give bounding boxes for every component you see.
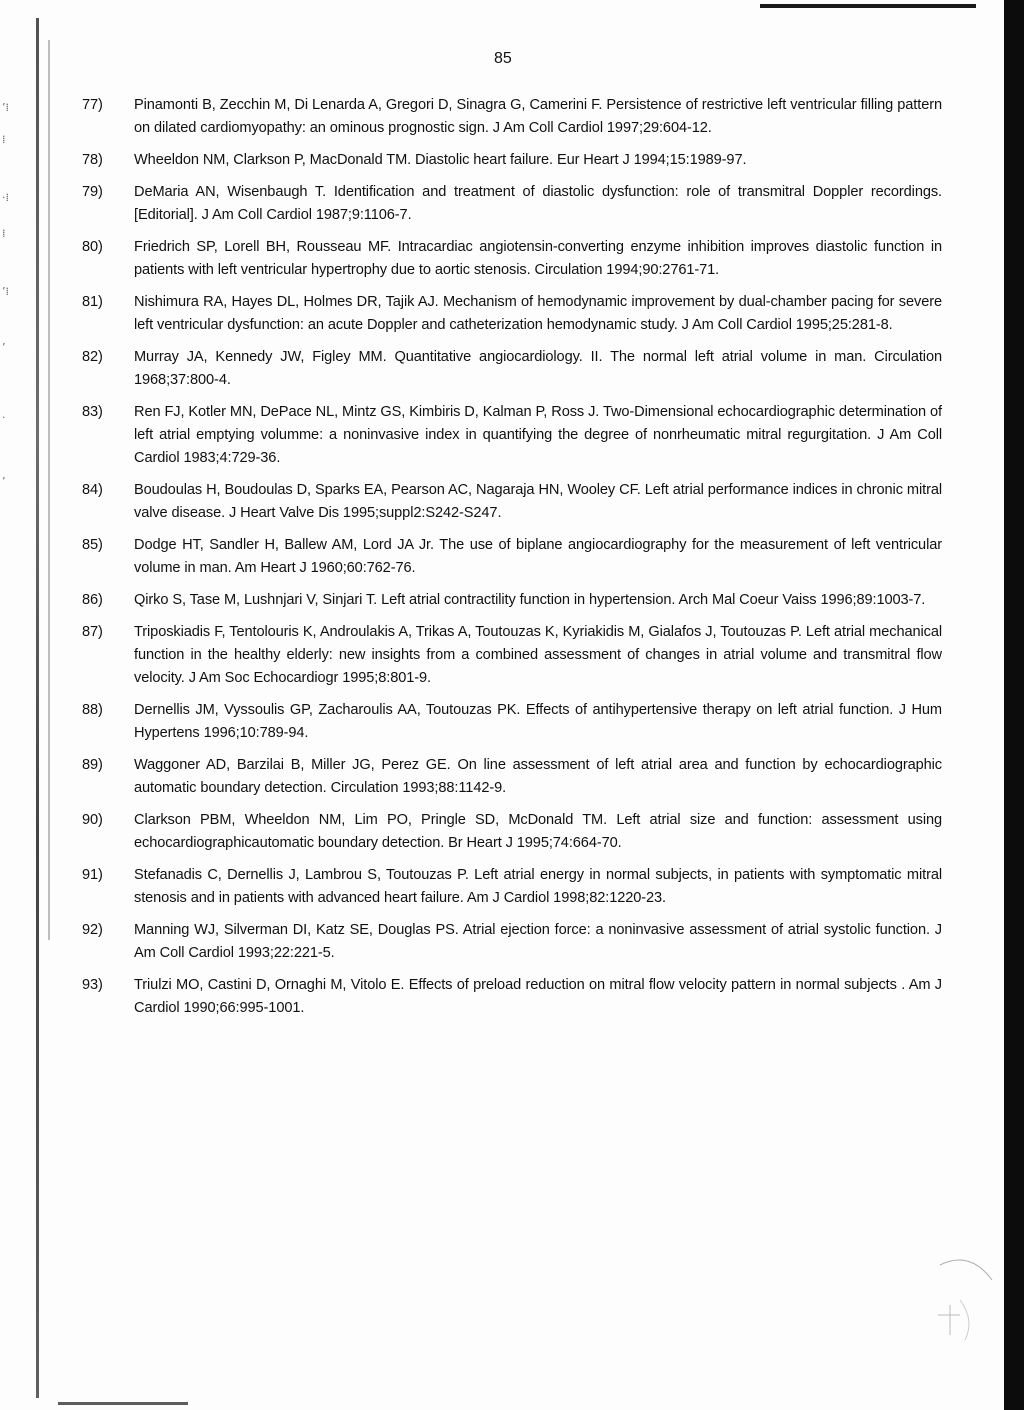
reference-text: Friedrich SP, Lorell BH, Rousseau MF. Intracardiac angiotensin-converting enzyme inhibition improves diastolic function in patients with left ventricular hypertrophy due to aortic stenosis. Circulation 1994;90:2761-71.	[134, 239, 942, 278]
reference-item	[82, 149, 942, 172]
reference-item	[82, 589, 942, 612]
reference-text: Manning WJ, Silverman DI, Katz SE, Douglas PS. Atrial ejection force: a noninvasive assessment of atrial systolic function. J Am Coll Cardiol 1993;22:221-5.	[134, 922, 942, 961]
reference-text: Dodge HT, Sandler H, Ballew AM, Lord JA Jr. The use of biplane angiocardiography for the measurement of left ventricular volume in man. Am Heart J 1960;60:762-76.	[134, 537, 942, 576]
reference-number: 79)	[82, 184, 103, 200]
reference-text: Pinamonti B, Zecchin M, Di Lenarda A, Gregori D, Sinagra G, Camerini F. Persistence of restrictive left ventricular filling pattern on dilated cardiomyopathy: an ominous prognostic sign. J Am Coll Cardiol 1997;29:604-12.	[134, 97, 942, 136]
reference-number: 77)	[82, 97, 103, 113]
reference-number: 83)	[82, 404, 103, 420]
reference-item	[82, 346, 942, 392]
reference-number: 85)	[82, 537, 103, 553]
reference-item	[82, 621, 942, 690]
reference-item	[82, 974, 942, 1020]
scan-top-rule	[760, 4, 976, 8]
reference-text: Dernellis JM, Vyssoulis GP, Zacharoulis AA, Toutouzas PK. Effects of antihypertensive therapy on left atrial function. J Hum Hypertens 1996;10:789-94.	[134, 702, 942, 741]
reference-number: 78)	[82, 152, 103, 168]
reference-list	[82, 94, 942, 1029]
reference-item	[82, 809, 942, 855]
reference-number: 86)	[82, 592, 103, 608]
reference-text: Triposkiadis F, Tentolouris K, Androulakis A, Trikas A, Toutouzas K, Kyriakidis M, Gialafos J, Toutouzas P. Left atrial mechanical function in the healthy elderly: new insights from a combined assessment of changes in atrial volume and transmitral flow velocity. J Am Soc Echocardiogr 1995;8:801-9.	[134, 624, 942, 686]
reference-item	[82, 864, 942, 910]
reference-number: 80)	[82, 239, 103, 255]
reference-number: 92)	[82, 922, 103, 938]
reference-item	[82, 236, 942, 282]
reference-text: Ren FJ, Kotler MN, DePace NL, Mintz GS, Kimbiris D, Kalman P, Ross J. Two-Dimensional echocardiographic determination of left atrial emptying volumme: a noninvasive index in quantifying the degree of nonrheumatic mitral regurgitation. J Am Coll Cardiol 1983;4:729-36.	[134, 404, 942, 466]
document-page: ʼ⁞ ⁞ ·⁞ ⁞ ʼ⁞ ʼ · ʼ 85 77) Pinamonti B, Zecchin M, Di Lenarda A, Gregori D, Sinagra G, Camerini F. Persistence of restrictive left ventricular filling pattern on dilated cardiomyopathy: an ominous prognostic sign. J Am Coll Cardiol 1997;29:604-12. 78) Wheeldon NM, Clarkson P, MacDonald TM. Diastolic heart failure. Eur Heart J 1994;15:1989-97. 79) DeMaria AN, Wisenbaugh T. Identification and treatment of diastolic dysfunction: role of transmitral Doppler recordings. [Editorial]. J Am Coll Cardiol 1987;9:1106-7. 80) Friedrich SP, Lorell BH, Rousseau MF. Intracardiac angiotensin-converting enzyme inhibition improves diastolic function in patients with left ventricular hypertrophy due to aortic stenosis. Circulation 1994;90:2761-71. 81) Nishimura RA, Hayes DL, Holmes DR, Tajik AJ. Mechanism of hemodynamic improvement by dual-chamber pacing for severe left ventricular dysfunction: an acute Doppler and catheterization hemodynamic study. J Am Coll Cardiol 1995;25:281-8. 82) Murray JA, Kennedy JW, Figley MM. Quantitative angiocardiology. II. The normal left atrial volume in man. Circulation 1968;37:800-4. 83) Ren FJ, Kotler MN, DePace NL, Mintz GS, Kimbiris D, Kalman P, Ross J. Two-Dimensional echocardiographic determination of left atrial emptying volumme: a noninvasive index in quantifying the degree of nonrheumatic mitral regurgitation. J Am Coll Cardiol 1983;4:729-36. 84) Boudoulas H, Boudoulas D, Sparks EA, Pearson AC, Nagaraja HN, Wooley CF. Left atrial performance indices in chronic mitral valve disease. J Heart Valve Dis 1995;suppl2:S242-S247. 85) Dodge HT, Sandler H, Ballew AM, Lord JA Jr. The use of biplane angiocardiography for the measurement of left ventricular volume in man. Am Heart J 1960;60:762-76. 86) Qirko S, Tase M, Lushnjari V, Sinjari T. Left atrial contractility function in hypertension. Arch Mal Coeur Vaiss 1996;89:1003-7. 87) Triposkiadis F, Tentolouris K, Androulakis A, Trikas A, Toutouzas K, Kyriakidis M, Gialafos J, Toutouzas P. Left atrial mechanical function in the healthy elderly: new insights from a combined assessment of changes in atrial volume and transmitral flow velocity. J Am Soc Echocardiogr 1995;8:801-9. 88) Dernellis JM, Vyssoulis GP, Zacharoulis AA, Toutouzas PK. Effects of antihypertensive therapy on left atrial function. J Hum Hypertens 1996;10:789-94. 89) Waggoner AD, Barzilai B, Miller JG, Perez GE. On line assessment of left atrial area and function by echocardiographic automatic boundary detection. Circulation 1993;88:1142-9. 90) Clarkson PBM, Wheeldon NM, Lim PO, Pringle SD, McDonald TM. Left atrial size and function: assessment using echocardiographicautomatic boundary detection. Br Heart J 1995;74:664-70. 91) Stefanadis C, Dernellis J, Lambrou S, Toutouzas P. Left atrial energy in normal subjects, in patients with symptomatic mitral stenosis and in patients with advanced heart failure. Am J Cardiol 1998;82:1220-23. 92) Manning WJ, Silverman DI, Katz SE, Douglas PS. Atrial ejection force: a noninvasive assessment of atrial systolic function. J Am Coll Cardiol 1993;22:221-5. 93) Triulzi MO, Castini D, Ornaghi M, Vitolo E. Effects of preload reduction on mitral flow velocity pattern in normal subjects . Am J Cardiol 1990;66:995-1001.	[0, 0, 1024, 1410]
reference-item	[82, 534, 942, 580]
reference-number: 82)	[82, 349, 103, 365]
reference-number: 87)	[82, 624, 103, 640]
reference-number: 89)	[82, 757, 103, 773]
scan-right-edge	[1004, 0, 1024, 1410]
reference-number: 91)	[82, 867, 103, 883]
reference-text: DeMaria AN, Wisenbaugh T. Identification and treatment of diastolic dysfunction: role of transmitral Doppler recordings. [Editorial]. J Am Coll Cardiol 1987;9:1106-7.	[134, 184, 942, 223]
reference-item	[82, 401, 942, 470]
reference-text: Clarkson PBM, Wheeldon NM, Lim PO, Pringle SD, McDonald TM. Left atrial size and function: assessment using echocardiographicautomatic boundary detection. Br Heart J 1995;74:664-70.	[134, 812, 942, 851]
reference-text: Waggoner AD, Barzilai B, Miller JG, Perez GE. On line assessment of left atrial area and function by echocardiographic automatic boundary detection. Circulation 1993;88:1142-9.	[134, 757, 942, 796]
reference-item	[82, 754, 942, 800]
reference-number: 90)	[82, 812, 103, 828]
reference-item	[82, 699, 942, 745]
reference-text: Stefanadis C, Dernellis J, Lambrou S, Toutouzas P. Left atrial energy in normal subjects, in patients with symptomatic mitral stenosis and in patients with advanced heart failure. Am J Cardiol 1998;82:1220-23.	[134, 867, 942, 906]
reference-text: Nishimura RA, Hayes DL, Holmes DR, Tajik AJ. Mechanism of hemodynamic improvement by dual-chamber pacing for severe left ventricular dysfunction: an acute Doppler and catheterization hemodynamic study. J Am Coll Cardiol 1995;25:281-8.	[134, 294, 942, 333]
reference-item	[82, 479, 942, 525]
scan-bottom-mark	[58, 1402, 188, 1405]
reference-text: Triulzi MO, Castini D, Ornaghi M, Vitolo E. Effects of preload reduction on mitral flow velocity pattern in normal subjects . Am J Cardiol 1990;66:995-1001.	[134, 977, 942, 1016]
reference-text: Wheeldon NM, Clarkson P, MacDonald TM. Diastolic heart failure. Eur Heart J 1994;15:1989-97.	[134, 152, 747, 168]
scan-stamp-fragment	[930, 1245, 1000, 1345]
reference-item	[82, 94, 942, 140]
reference-number: 88)	[82, 702, 103, 718]
reference-text: Murray JA, Kennedy JW, Figley MM. Quantitative angiocardiology. II. The normal left atrial volume in man. Circulation 1968;37:800-4.	[134, 349, 942, 388]
reference-text: Qirko S, Tase M, Lushnjari V, Sinjari T. Left atrial contractility function in hypertension. Arch Mal Coeur Vaiss 1996;89:1003-7.	[134, 592, 926, 608]
reference-number: 81)	[82, 294, 103, 310]
scan-binding-shadow	[48, 40, 50, 940]
page-number: 85	[494, 50, 512, 67]
reference-number: 93)	[82, 977, 103, 993]
reference-item	[82, 291, 942, 337]
scan-binding-edge	[36, 18, 39, 1398]
reference-text: Boudoulas H, Boudoulas D, Sparks EA, Pearson AC, Nagaraja HN, Wooley CF. Left atrial performance indices in chronic mitral valve disease. J Heart Valve Dis 1995;suppl2:S242-S247.	[134, 482, 942, 521]
reference-item	[82, 919, 942, 965]
reference-number: 84)	[82, 482, 103, 498]
reference-item	[82, 181, 942, 227]
